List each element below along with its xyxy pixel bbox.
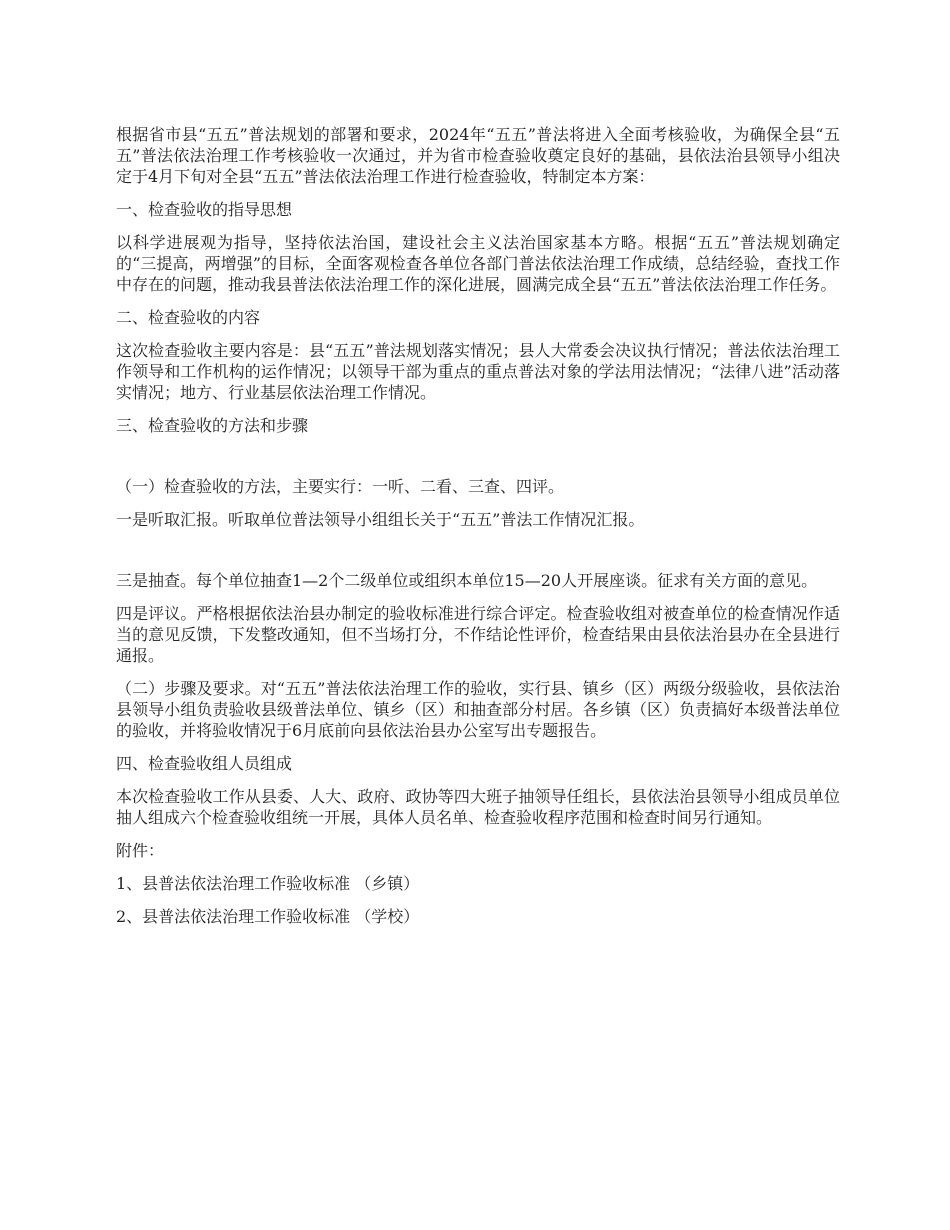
steps-requirements-paragraph: （二）步骤及要求。对“五五”普法依法治理工作的验收，实行县、镇乡（区）两级分级验收，县依法治县领导小组负责验收县级普法单位、镇乡（区）和抽查部分村居。各乡镇（区）负责搞好本级普法单位的验收，并将验收情况于6月底前向县依法治县办公室写出专题报告。 bbox=[116, 679, 840, 740]
attachment-label: 附件： bbox=[116, 841, 165, 860]
method-paragraph: （一）检查验收的方法，主要实行：一听、二看、三查、四评。 bbox=[116, 477, 565, 496]
section-paragraph-4: 本次检查验收工作从县委、人大、政府、政协等四大班子抽领导任组长，县依法治县领导小组成员单位抽人组成六个检查验收组统一开展，具体人员名单、检查验收程序范围和检查时间另行通知。 bbox=[116, 787, 840, 827]
blank-gap bbox=[116, 448, 840, 476]
attachment-item-2: 2、县普法依法治理工作验收标准 （学校） bbox=[116, 907, 420, 926]
section-heading-1: 一、检查验收的指导思想 bbox=[116, 200, 293, 219]
step-listen-paragraph: 一是听取汇报。听取单位普法领导小组组长关于“五五”普法工作情况汇报。 bbox=[116, 510, 645, 529]
section-heading-2: 二、检查验收的内容 bbox=[116, 308, 261, 327]
step-evaluate-paragraph: 四是评议。严格根据依法治县办制定的验收标准进行综合评定。检查验收组对被查单位的检查情况作适当的意见反馈，下发整改通知，但不当场打分，不作结论性评价，检查结果由县依法治县办在全县进行通报。 bbox=[116, 604, 840, 665]
blank-gap bbox=[116, 542, 840, 570]
document-body bbox=[116, 124, 840, 939]
intro-paragraph: 根据省市县“五五”普法规划的部署和要求，2024年“五五”普法将进入全面考核验收，为确保全县“五五”普法依法治理工作考核验收一次通过，并为省市检查验收奠定良好的基础，县依法治县领导小组决定于4月下旬对全县“五五”普法依法治理工作进行检查验收，特制定本方案： bbox=[116, 125, 840, 186]
section-heading-3: 三、检查验收的方法和步骤 bbox=[116, 416, 309, 435]
step-check-paragraph: 三是抽查。每个单位抽查1—2个二级单位或组织本单位15—20人开展座谈。征求有关方面的意见。 bbox=[116, 571, 818, 590]
attachment-item-1: 1、县普法依法治理工作验收标准 （乡镇） bbox=[116, 874, 420, 893]
section-paragraph-1: 以科学进展观为指导，坚持依法治国，建设社会主义法治国家基本方略。根据“五五”普法规划确定的“三提高，两增强”的目标，全面客观检查各单位各部门普法依法治理工作成绩，总结经验，查找工作中存在的问题，推动我县普法依法治理工作的深化进展，圆满完成全县“五五”普法依法治理工作任务。 bbox=[116, 233, 840, 294]
section-heading-4: 四、检查验收组人员组成 bbox=[116, 754, 293, 773]
section-paragraph-2: 这次检查验收主要内容是：县“五五”普法规划落实情况；县人大常委会决议执行情况；普法依法治理工作领导和工作机构的运作情况；以领导干部为重点的重点普法对象的学法用法情况；“法律八进”活动落实情况；地方、行业基层依法治理工作情况。 bbox=[116, 341, 840, 402]
